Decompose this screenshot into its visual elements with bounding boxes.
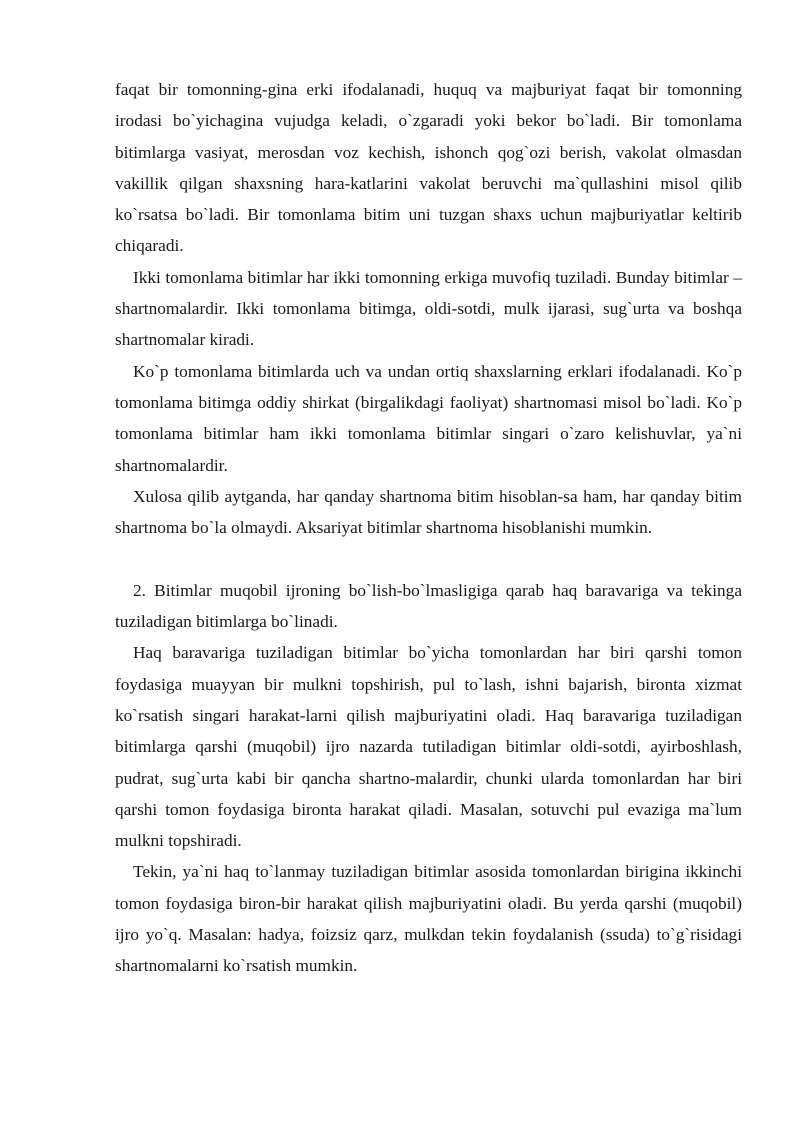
document-page bbox=[115, 74, 742, 982]
paragraph-bilateral-deals: Ikki tomonlama bitimlar har ikki tomonning erkiga muvofiq tuziladi. Bunday bitimlar – shartnomalardir. Ikki tomonlama bitimga, oldi-sotdi, mulk ijarasi, sug`urta va boshqa shartnomalar kiradi. bbox=[115, 267, 742, 350]
paragraph-free-deals: Tekin, ya`ni haq to`lanmay tuziladigan bitimlar asosida tomonlardan birigina ikkinchi tomon foydasiga biron-bir harakat qilish majburiyatini oladi. Bu yerda qarshi (muqobil) ijro yo`q. Masalan: hadya, foizsiz qarz, mulkdan tekin foydalanish (ssuda) to`g`risidagi shartnomalarni ko`rsatish mumkin. bbox=[115, 862, 742, 976]
paragraph-section-2: 2. Bitimlar muqobil ijroning bo`lish-bo`lmasligiga qarab haq baravariga va tekinga tuziladigan bitimlarga bo`linadi. bbox=[115, 580, 742, 632]
paragraph-conclusion: Xulosa qilib aytganda, har qanday shartnoma bitim hisoblan-sa ham, har qanday bitim shartnoma bo`la olmaydi. Aksariyat bitimlar shartnoma hisoblanishi mumkin. bbox=[115, 486, 742, 538]
paragraph-continuation: faqat bir tomonning-gina erki ifodalanadi, huquq va majburiyat faqat bir tomonning irodasi bo`yichagina vujudga keladi, o`zgaradi yoki bekor bo`ladi. Bir tomonlama bitimlarga vasiyat, merosdan voz kechish, ishonch qog`ozi berish, vakolat olmasdan vakillik qilgan shaxsning hara-katlarini vakolat beruvchi ma`qullashini misol qilib ko`rsatsa bo`ladi. Bir tomonlama bitim uni tuzgan shaxs uchun majburiyatlar keltirib chiqaradi. bbox=[115, 80, 742, 256]
paragraph-paid-deals: Haq baravariga tuziladigan bitimlar bo`yicha tomonlardan har biri qarshi tomon foydasiga muayyan bir mulkni topshirish, pul to`lash, ishni bajarish, bironta xizmat ko`rsatish singari harakat-larni qilish majburiyatini oladi. Haq baravariga tuziladigan bitimlarga qarshi (muqobil) ijro nazarda tutiladigan bitimlar oldi-sotdi, ayirboshlash, pudrat, sug`urta kabi bir qancha shartno-malardir, chunki ularda tomonlardan har biri qarshi tomon foydasiga bironta harakat qiladi. Masalan, sotuvchi pul evaziga ma`lum mulkni topshiradi. bbox=[115, 643, 742, 851]
paragraph-multilateral-deals: Ko`p tomonlama bitimlarda uch va undan ortiq shaxslarning erklari ifodalanadi. Ko`p tomonlama bitimga oddiy shirkat (birgalikdagi faoliyat) shartnomasi misol bo`ladi. Ko`p tomonlama bitimlar ham ikki tomonlama bitimlar singari o`zaro kelishuvlar, ya`ni shartnomalardir. bbox=[115, 361, 742, 475]
paragraph-spacer bbox=[115, 543, 742, 574]
